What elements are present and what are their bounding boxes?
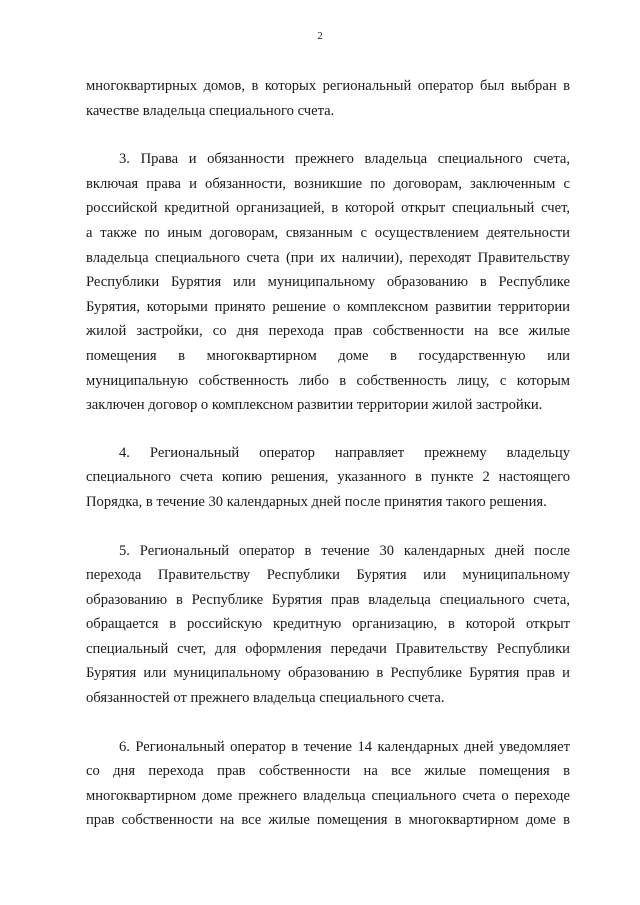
text-line: перехода Правительству Республики Бурятия или муниципальному — [86, 567, 570, 584]
page-number: 2 — [317, 30, 323, 42]
text-line: специальный счет, для оформления передачи Правительству Республики — [86, 640, 570, 657]
text-line: Бурятия, которыми принято решение о комплексном развитии территории — [86, 298, 570, 315]
text-line: 5. Региональный оператор в течение 30 календарных дней после — [119, 542, 570, 559]
text-line: специального счета копию решения, указанного в пункте 2 настоящего — [86, 469, 570, 486]
document-body — [86, 74, 570, 833]
text-line: владельца специального счета (при их наличии), переходят Правительству — [86, 249, 570, 266]
text-line: заключен договор о комплексном развитии территории жилой застройки. — [86, 397, 543, 414]
text-line: качестве владельца специального счета. — [86, 102, 335, 119]
text-line: 4. Региональный оператор направляет прежнему владельцу — [119, 444, 570, 461]
paragraph-3 — [86, 147, 570, 418]
text-line: прав собственности на все жилые помещения в многоквартирном доме в — [86, 812, 570, 829]
text-line: а также по иным договорам, связанным с осуществлением деятельности — [86, 224, 570, 241]
text-line: обращается в российскую кредитную организацию, в которой открыт — [86, 616, 570, 633]
text-line: российской кредитной организацией, в которой открыт специальный счет, — [86, 200, 570, 217]
text-line: многоквартирных домов, в которых региональный оператор был выбран в — [86, 78, 570, 94]
paragraph-4 — [86, 441, 570, 515]
text-line: жилой застройки, со дня перехода прав собственности на все жилые — [86, 323, 570, 340]
text-line: обязанностей от прежнего владельца специального счета. — [86, 690, 445, 707]
text-line: 6. Региональный оператор в течение 14 календарных дней уведомляет — [119, 738, 570, 755]
paragraph-6 — [86, 735, 570, 833]
text-line: Порядка, в течение 30 календарных дней после принятия такого решения. — [86, 493, 547, 510]
text-line: включая права и обязанности, возникшие по договорам, заключенным с — [86, 175, 570, 192]
paragraph-continuation — [86, 74, 570, 123]
text-line: образованию в Республике Бурятия прав владельца специального счета, — [86, 591, 570, 608]
text-line: Бурятия или муниципальному образованию в Республике Бурятия прав и — [86, 665, 570, 682]
text-line: 3. Права и обязанности прежнего владельца специального счета, — [119, 151, 570, 168]
text-line: муниципальную собственность либо в собственность лицу, с которым — [86, 372, 570, 389]
text-line: многоквартирном доме прежнего владельца специального счета о переходе — [86, 787, 570, 804]
text-line: Республики Бурятия или муниципальному образованию в Республике — [86, 274, 570, 291]
text-line: со дня перехода прав собственности на все жилые помещения в — [86, 763, 570, 780]
paragraph-5 — [86, 539, 570, 711]
text-line: помещения в многоквартирном доме в государственную или — [86, 347, 570, 364]
